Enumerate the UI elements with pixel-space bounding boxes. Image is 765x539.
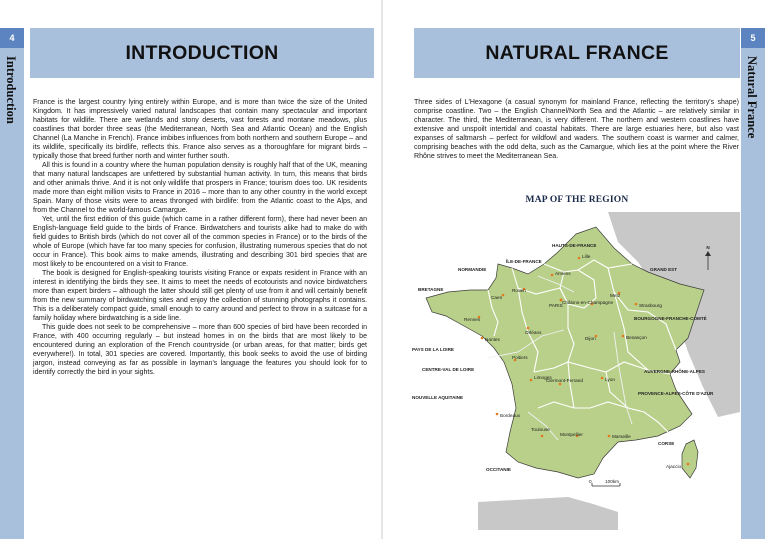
city-label: Lyon (605, 377, 615, 382)
city-label: Caen (491, 295, 503, 300)
paragraph: The book is designed for English-speaking tourists visiting France or expats resident in France with an interest in identifying the birds they see. It aims to meet the needs of ecotourists and novice birdwatchers more than expert birders – although the latter should still get plenty of use from it and will certainly benefit from the new summary of birdwatching sites and enjoy the collection of stunning photographs it contains. This is a deliberately compact guide, small enough to carry around and perfect to throw in a suitcase for a family holiday where birdwatching is a side line. (33, 270, 367, 323)
region-label: NORMANDIE (458, 267, 487, 272)
city-label: Limoges (534, 375, 552, 380)
neighbor-land (478, 497, 618, 530)
region-map-svg (412, 212, 740, 530)
region-map (412, 212, 740, 530)
intro-body (33, 98, 367, 377)
region-label: GRAND EST (650, 267, 678, 272)
page-number-left: 4 (0, 28, 24, 48)
region-label: HAUTS-DE-FRANCE (552, 243, 597, 248)
region-label: ÎLE-DE-FRANCE (506, 259, 542, 264)
city-label: Lille (582, 254, 591, 259)
city-label: Ajaccio (666, 464, 682, 469)
left-page (0, 0, 382, 539)
city-label: Montpellier (560, 432, 583, 437)
page-title-left: INTRODUCTION (125, 41, 279, 64)
city-label: Nantes (485, 337, 500, 342)
section-label-left: Introduction (4, 56, 18, 124)
left-side-tab (0, 28, 24, 539)
paragraph: This guide does not seek to be comprehensive – more than 600 species of bird have been recorded in France, with 400 occurring regularly – but instead homes in on the birds that are most likely to be encountered during an exploration of the French countryside (or urban areas, for that matter; birds get everywhere!). In total, 301 species are covered. Importantly, this book seeks to avoid the use of birding jargon, instead conveying as far as possible in layman's language the features you should look for to identify correctly the bird in your sights. (33, 324, 367, 377)
page-number-right: 5 (741, 28, 765, 48)
natural-france-body (414, 98, 739, 161)
city-label: Amiens (555, 271, 571, 276)
paragraph: France is the largest country lying entirely within Europe, and is more than twice the size of the United Kingdom. It has impressively varied natural landscapes that contain many spectacular and important habitats for wildlife. There are wetlands and stony deserts, vast forests and montane meadows, plus coastlines that border three seas (the Mediterranean, North Sea and Atlantic Ocean) and the English Channel (La Manche in French). France imbibes influences from both northern and southern Europe – and its wildlife, specifically its birdlife, reflects this. France also serves as a thoroughfare for migrant birds – typically those that breed further north and winter further south. (33, 99, 367, 161)
region-label: CENTRE-VAL DE LOIRE (422, 367, 475, 372)
section-label-right: Natural France (745, 56, 759, 139)
city-label: Metz (610, 293, 621, 298)
paragraph: Yet, until the first edition of this guide (which came in a rather different form), there had never been an English-language field guide to the birds of France. Birdwatchers and tourists alike had to make do with field guides to British birds (which do not cover all of the common species in France) or to the birds of the whole of Europe (which have far too many species for confusion, illustrating numerous species that do not occur in France). This book aims to make amends, illustrating and describing 301 bird species that are most likely to be encountered on a visit to France. (33, 216, 367, 269)
corsica (682, 440, 698, 478)
region-label: AUVERGNE-RHÔNE-ALPES (644, 369, 705, 374)
city-label: Clermont-Ferrand (546, 378, 583, 383)
city-label: PARIS (549, 303, 563, 308)
map-title: MAP OF THE REGION (525, 195, 629, 205)
city-label: Poitiers (512, 355, 528, 360)
title-banner-right (414, 28, 740, 78)
paragraph: Three sides of L'Hexagone (a casual synonym for mainland France, reflecting the territory's shape) comprise coastline. Two – the English Channel/North Sea and the Atlantic – are relatively similar in character. The third, the Mediterranean, is very different. The northern and western coastlines have extensive and unspoilt intertidal and coastal habitats. There are large estuaries here, but also vast expanses of saltmarsh – perfect for wildfowl and waders. The southern coast is warmer and calmer, comprising beaches with the odd delta, such as the Camargue, which lies at the point where the River Rhône strives to meet the Mediterranean Sea. (414, 99, 739, 161)
city-label: Châlons-en-Champagne (562, 300, 614, 305)
city-label: Strasbourg (639, 303, 662, 308)
city-label: Orléans (525, 330, 542, 335)
paragraph: All this is found in a country where the human population density is roughly half that of the UK, meaning that many natural landscapes are unfettered by substantial human activity. In turn, this means that birds and other animals thrive. And it is not only wildlife that prospers in France; tourism does too. UK residents made more than eight million visits to France in 2016 – more than to any other country in the world except Spain. Many of those visits were to areas thronged with birdlife: from the Atlantic coast to the Alps, and from the Channel to the world-famous Camargue. (33, 162, 367, 215)
title-banner-left (30, 28, 374, 78)
scale-bar (589, 479, 620, 486)
region-label: CORSE (658, 441, 675, 446)
region-label: PROVENCE-ALPES-CÔTE D'AZUR (638, 391, 714, 396)
city-label: Marseille (612, 434, 631, 439)
scale-label: 100km (605, 479, 620, 484)
region-label: NOUVELLE AQUITAINE (412, 395, 464, 400)
region-label: BRETAGNE (418, 287, 444, 292)
city-label: Dijon (585, 336, 596, 341)
region-label: OCCITANIE (486, 467, 511, 472)
region-label: PAYS DE LA LOIRE (412, 347, 454, 352)
right-page (383, 0, 765, 539)
city-label: Bordeaux (500, 413, 521, 418)
north-label: N (706, 245, 710, 250)
city-label: Rouen (512, 288, 526, 293)
region-label: BOURGOGNE-FRANCHE-COMTÉ (634, 316, 707, 321)
page-title-right: NATURAL FRANCE (485, 41, 669, 64)
scale-zero: 0 (589, 479, 592, 484)
city-label: Besançon (626, 335, 647, 340)
city-label: Toulouse (531, 427, 550, 432)
city-label: Rennes (464, 317, 481, 322)
right-side-tab (741, 28, 765, 539)
